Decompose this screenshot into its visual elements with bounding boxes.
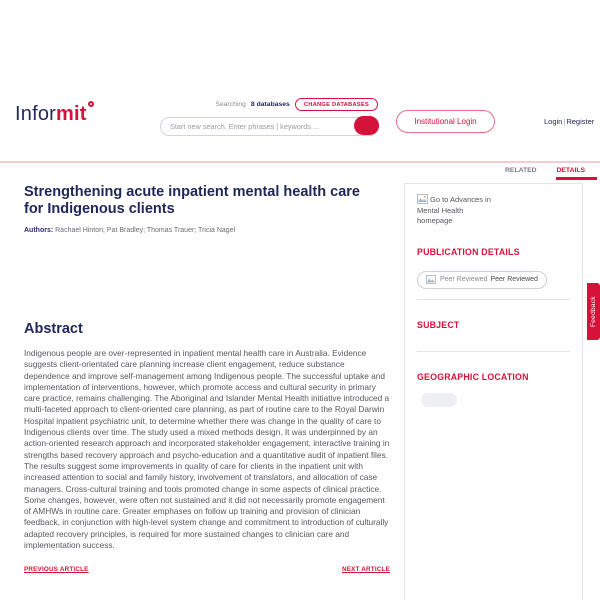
feedback-tab[interactable]: Feedback xyxy=(587,283,600,340)
informit-logo[interactable] xyxy=(15,103,94,126)
searching-label: Searching xyxy=(215,101,246,108)
abstract-heading: Abstract xyxy=(24,321,83,337)
change-databases-button[interactable]: CHANGE DATABASES xyxy=(295,98,378,111)
login-link[interactable]: Login xyxy=(544,117,563,126)
article-actions xyxy=(24,260,390,263)
authors-names: Rachael Hinton; Pat Bradley; Thomas Trauer; Tricia Nagel xyxy=(55,227,236,234)
peer-reviewed-alt-text: Peer Reviewed xyxy=(440,276,488,283)
logo-text-suffix: mit xyxy=(56,103,87,125)
search-input[interactable] xyxy=(160,117,379,136)
login-register-separator: | xyxy=(563,117,566,126)
broken-image-icon xyxy=(417,194,428,204)
article-pagination xyxy=(24,566,390,573)
subject-heading: SUBJECT xyxy=(417,320,460,330)
geographic-location-heading: GEOGRAPHIC LOCATION xyxy=(417,372,529,382)
page-title: Strengthening acute inpatient mental health care for Indigenous clients xyxy=(24,184,360,217)
peer-reviewed-label: Peer Reviewed xyxy=(490,276,538,283)
authors-line xyxy=(24,227,235,234)
account-links xyxy=(544,117,594,126)
tab-details[interactable]: DETAILS xyxy=(556,167,586,174)
search-scope xyxy=(160,98,378,111)
geographic-location-tag[interactable] xyxy=(421,393,457,407)
header-divider xyxy=(0,161,600,163)
institutional-login-button[interactable]: Institutional Login xyxy=(396,110,495,133)
tab-details-active-indicator xyxy=(556,177,597,180)
abstract-text: Indigenous people are over-represented in inpatient mental health care in Australia. Evidence suggests client-orientated care planning increase client engagement, reduce substance dependence and improve self-management among Indigenous people. The successful uptake and implementation of interventions, however, which promote access and cultural security in primary care practice, remains challenging. The Aboriginal and Islander Mental Health initiative introduced a multi-faceted approach to client-oriented care planning, as part of routine care to the Royal Darwin Hospital inpatient psychiatric unit, to determine whether there was change in the quality of care to Indigenous clients over time. The study used a mixed methods design. It was underpinned by an action-oriented research approach and incorporated stakeholder engagement, interactive training in strengths based recovery approach and psycho-education and a quantitative audit of inpatient files. The results suggest some improvements in quality of care for clients in the inpatient unit with increased attention to social and family history, involvement of translators, and allocation of case managers. Cross-cultural training and tools promoted change in some aspects of clinical practice. Some changes, however, were often not sustained and it did not necessarily promote engagement of AMHWs in routine care. Greater emphases on follow up training and provision of clinician feedback, in conjunction with high-level system change and commitment to introduction of culturally adapted recovery principles, is required for more sustained changes to clinician care and implementation success. xyxy=(24,348,390,551)
journal-homepage-alt-text: Go to Advances in Mental Health homepage xyxy=(417,195,491,225)
next-article-link[interactable]: NEXT ARTICLE xyxy=(342,566,390,573)
search-bar xyxy=(160,116,379,135)
search-submit-button[interactable] xyxy=(354,116,379,135)
databases-count: 8 databases xyxy=(250,101,290,108)
tab-related[interactable]: RELATED xyxy=(505,167,537,174)
journal-homepage-link[interactable] xyxy=(417,194,497,227)
detail-tabs xyxy=(505,167,585,174)
broken-image-icon xyxy=(426,275,436,284)
logo-ring-icon xyxy=(88,101,94,107)
logo-text-prefix: Infor xyxy=(15,103,57,125)
register-link[interactable]: Register xyxy=(566,117,595,126)
details-sidebar xyxy=(404,183,583,600)
sidebar-divider xyxy=(417,299,570,300)
authors-label: Authors: xyxy=(24,227,54,234)
previous-article-link[interactable]: PREVIOUS ARTICLE xyxy=(24,566,89,573)
sidebar-divider xyxy=(417,351,570,352)
peer-reviewed-badge xyxy=(417,271,547,289)
publication-details-heading: PUBLICATION DETAILS xyxy=(417,246,520,257)
